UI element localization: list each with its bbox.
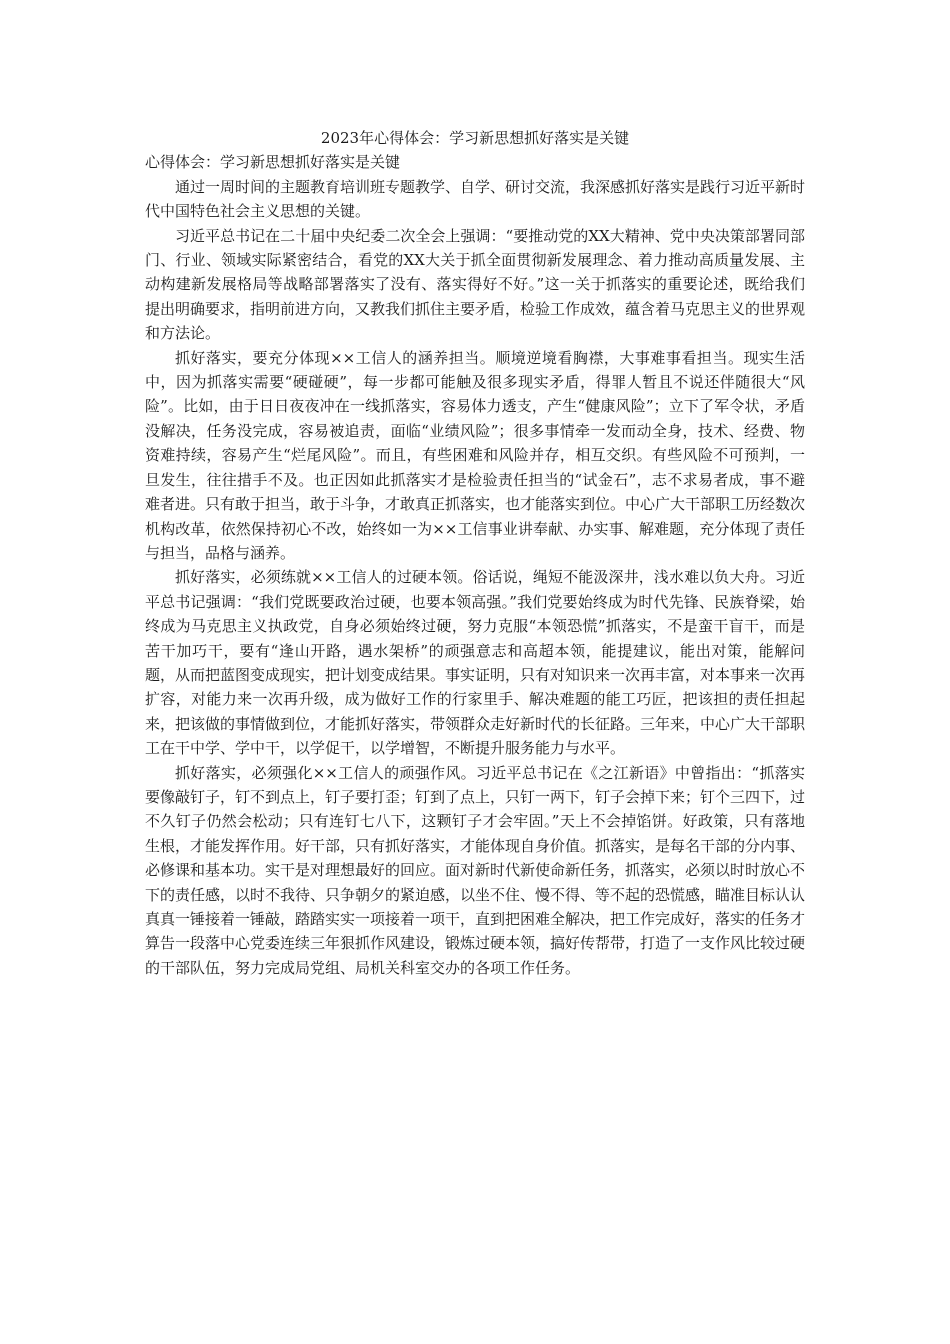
document-subtitle: 心得体会：学习新思想抓好落实是关键: [145, 153, 401, 172]
paragraph-responsibility: 抓好落实，要充分体现××工信人的涵养担当。顺境逆境看胸襟，大事难事看担当。现实生活中，因为抓落实需要“硬碰硬”，每一步都可能触及很多现实矛盾，得罪人暂且不说还伴随很大“风险”。比如，由于日日夜夜冲在一线抓落实，容易体力透支，产生“健康风险”；立下了军令状，矛盾没解决，任务没完成，容易被追责，面临“业绩风险”；很多事情牵一发而动全身，技术、经费、物资难持续，容易产生“烂尾风险”。而且，有些困难和风险并存，相互交织。有些风险不可预判，一旦发生，往往措手不及。也正因如此抓落实才是检验责任担当的“试金石”，志不求易者成，事不避难者进。只有敢于担当，敢于斗争，才敢真正抓落实，也才能落实到位。中心广大干部职工历经数次机构改革，依然保持初心不改，始终如一为××工信事业讲奉献、办实事、解难题，充分体现了责任与担当，品格与涵养。: [145, 348, 806, 562]
paragraph-style: 抓好落实，必须强化××工信人的顽强作风。习近平总书记在《之江新语》中曾指出：“抓落实要像敲钉子，钉不到点上，钉子要打歪；钉到了点上，只钉一两下，钉子会掉下来；钉个三四下，过不久钉子仍然会松动；只有连钉七八下，这颗钉子才会牢固。”天上不会掉馅饼。好政策，只有落地生根，才能发挥作用。好干部，只有抓好落实，才能体现自身价值。抓落实，是每名干部的分内事、必修课和基本功。实干是对理想最好的回应。面对新时代新使命新任务，抓落实，必须以时时放心不下的责任感，以时不我待、只争朝夕的紧迫感，以坐不住、慢不得、等不起的恐慌感，瞄准目标认认真真一锤接着一锤敲，踏踏实实一项接着一项干，直到把困难全解决，把工作完成好，落实的任务才算告一段落中心党委连续三年狠抓作风建设，锻炼过硬本领，搞好传帮带，打造了一支作风比较过硬的干部队伍，努力完成局党组、局机关科室交办的各项工作任务。: [145, 763, 806, 977]
paragraph-quote: 习近平总书记在二十届中央纪委二次全会上强调：“要推动党的XX大精神、党中央决策部署同部门、行业、领域实际紧密结合，看党的XX大关于抓全面贯彻新发展理念、着力推动高质量发展、主动构建新发展格局等战略部署落实了没有、落实得好不好。”这一关于抓落实的重要论述，既给我们提出明确要求，指明前进方向，又教我们抓住主要矛盾，检验工作成效，蕴含着马克思主义的世界观和方法论。: [145, 226, 806, 343]
document-title: 2023年心得体会：学习新思想抓好落实是关键: [320, 129, 630, 147]
paragraph-intro: 通过一周时间的主题教育培训班专题教学、自学、研讨交流，我深感抓好落实是践行习近平新时代中国特色社会主义思想的关键。: [145, 177, 806, 221]
paragraph-ability: 抓好落实，必须练就××工信人的过硬本领。俗话说，绳短不能汲深井，浅水难以负大舟。习近平总书记强调：“我们党既要政治过硬，也要本领高强。”我们党要始终成为时代先锋、民族脊梁，始终成为马克思主义执政党，自身必须始终过硬，努力克服“本领恐慌”抓落实，不是蛮干盲干，而是苦干加巧干，要有“逢山开路，遇水架桥”的顽强意志和高超本领，能提建议，能出对策，能解问题，从而把蓝图变成现实，把计划变成结果。事实证明，只有对知识来一次再丰富，对本事来一次再扩容，对能力来一次再升级，成为做好工作的行家里手、解决难题的能工巧匠，把该担的责任担起来，把该做的事情做到位，才能抓好落实，带领群众走好新时代的长征路。三年来，中心广大干部职工在干中学、学中干，以学促干，以学增智，不断提升服务能力与水平。: [145, 568, 806, 758]
document-body: [145, 126, 805, 980]
